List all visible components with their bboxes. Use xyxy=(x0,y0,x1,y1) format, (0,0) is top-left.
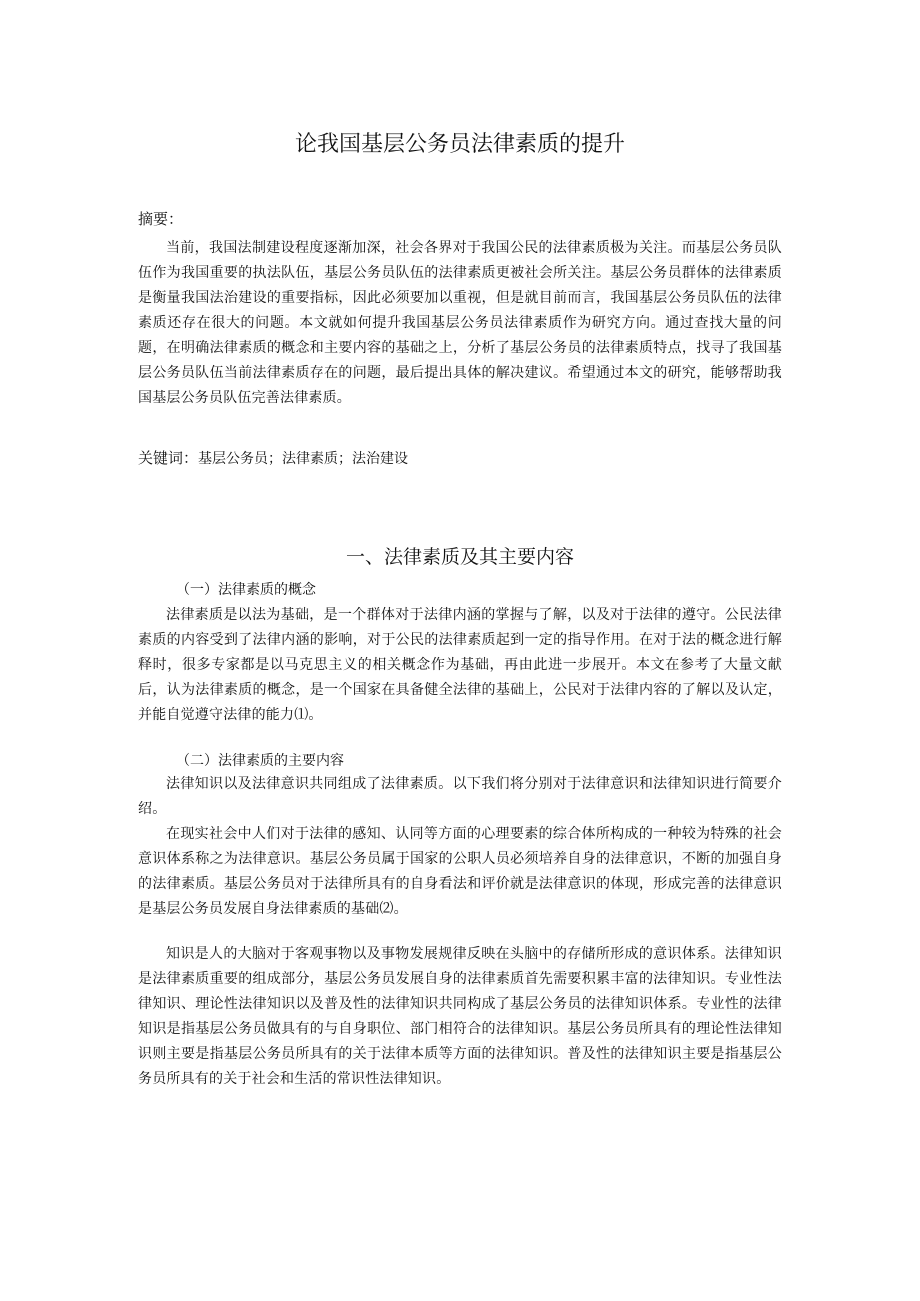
abstract-paragraph: 当前，我国法制建设程度逐渐加深，社会各界对于我国公民的法律素质极为关注。而基层公务员队伍作为我国重要的执法队伍，基层公务员队伍的法律素质更被社会所关注。基层公务员群体的法律素质是衡量我国法治建设的重要指标，因此必须要加以重视，但是就目前而言，我国基层公务员队伍的法律素质还存在很大的问题。本文就如何提升我国基层公务员法律素质作为研究方向。通过查找大量的问题，在明确法律素质的概念和主要内容的基础之上，分析了基层公务员的法律素质特点，找寻了我国基层公务员队伍当前法律素质存在的问题，最后提出具体的解决建议。希望通过本文的研究，能够帮助我国基层公务员队伍完善法律素质。 xyxy=(138,240,782,406)
section-heading: 一、法律素质及其主要内容 xyxy=(345,546,574,568)
content-paragraph-knowledge: 知识是人的大脑对于客观事物以及事物发展规律反映在头脑中的存储所形成的意识体系。法律知识是法律素质重要的组成部分，基层公务员发展自身的法律素质首先需要积累丰富的法律知识。专业性法律知识、理论性法律知识以及普及性的法律知识共同构成了基层公务员的法律知识体系。专业性的法律知识是指基层公务员做具有的与自身职位、部门相符合的法律知识。基层公务员所具有的理论性法律知识则主要是指基层公务员所具有的关于法律本质等方面的法律知识。普及性的法律知识主要是指基层公务员所具有的关于社会和生活的常识性法律知识。 xyxy=(138,946,782,1087)
keywords-label: 关键词： xyxy=(138,449,199,467)
keywords-line xyxy=(138,446,782,471)
keywords-text: 基层公务员；法律素质；法治建设 xyxy=(198,451,409,467)
content-paragraph-intro: 法律知识以及法律意识共同组成了法律素质。以下我们将分别对于法律意识和法律知识进行简要介绍。 xyxy=(138,776,782,817)
subsection-heading-content: （二）法律素质的主要内容 xyxy=(176,753,344,769)
content-paragraph-awareness: 在现实社会中人们对于法律的感知、认同等方面的心理要素的综合体所构成的一种较为特殊的社会意识体系称之为法律意识。基层公务员属于国家的公职人员必须培养自身的法律意识，不断的加强自身的法律素质。基层公务员对于法律所具有的自身看法和评价就是法律意识的体现，形成完善的法律意识是基层公务员发展自身法律素质的基础⑵。 xyxy=(138,826,782,917)
abstract-label: 摘要： xyxy=(138,210,184,228)
document-title: 论我国基层公务员法律素质的提升 xyxy=(294,132,625,157)
subsection-heading-concept: （一）法律素质的概念 xyxy=(176,582,316,598)
concept-paragraph: 法律素质是以法为基础，是一个群体对于法律内涵的掌握与了解，以及对于法律的遵守。公民法律素质的内容受到了法律内涵的影响，对于公民的法律素质起到一定的指导作用。在对于法的概念进行解释时，很多专家都是以马克思主义的相关概念作为基础，再由此进一步展开。本文在参考了大量文献后，认为法律素质的概念，是一个国家在具备健全法律的基础上，公民对于法律内容的了解以及认定，并能自觉遵守法律的能力⑴。 xyxy=(138,607,782,723)
